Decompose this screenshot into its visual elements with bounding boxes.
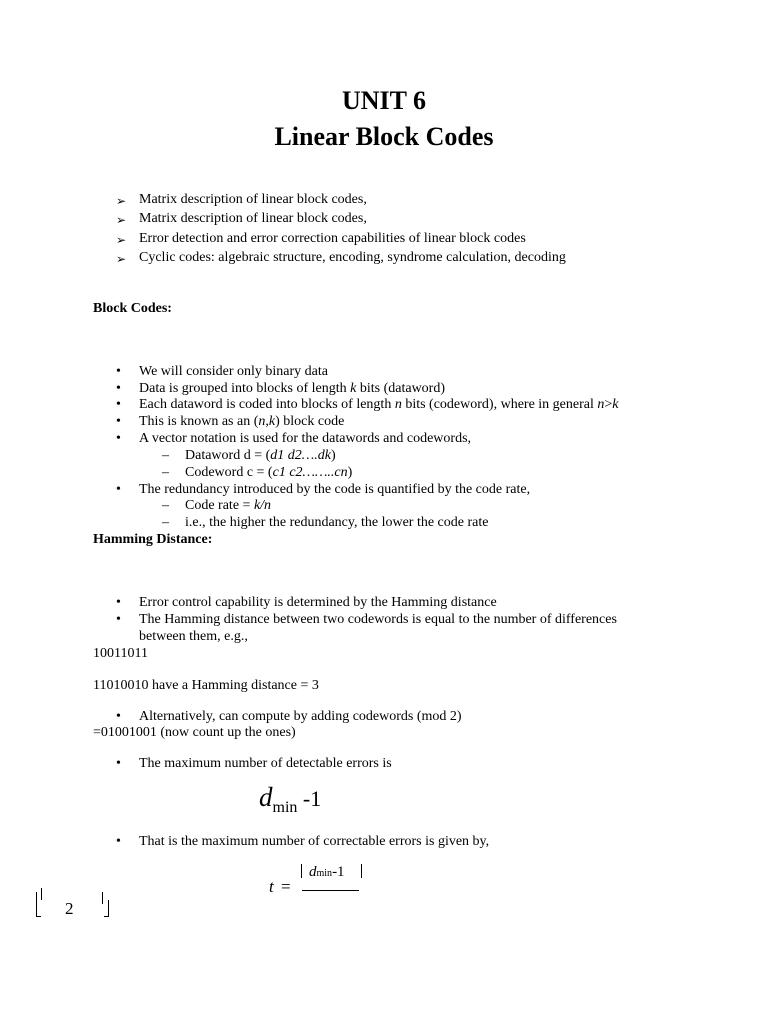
list-item: Each dataword is coded into blocks of length n bits (codeword), where in general n>k (139, 397, 619, 412)
list-item: That is the maximum number of correctable errors is given by, (139, 834, 490, 849)
mod2-sum-line: =01001001 (now count up the ones) (93, 725, 296, 740)
formula-numerator: dmin-1 (309, 864, 345, 880)
codeword-1: 10011011 (93, 646, 148, 661)
formula-t-var: t (269, 877, 274, 896)
bracket-right-tick (102, 892, 103, 904)
fraction-bar (302, 890, 359, 891)
bullet-icon: • (116, 364, 121, 379)
list-item: A vector notation is used for the datawords and codewords, (139, 431, 472, 446)
dash-bullet-icon: – (162, 498, 169, 513)
bracket-right-decoration (104, 900, 109, 917)
formula-dmin-minus-1: dmin -1 (259, 782, 322, 816)
floor-bracket-right (361, 864, 362, 878)
sub-list-item: Dataword d = (d1 d2….dk) (185, 448, 336, 463)
bullet-icon: • (116, 756, 121, 771)
arrow-bullet-icon: ➢ (116, 194, 127, 208)
list-item: The maximum number of detectable errors is (139, 756, 392, 771)
topic-text: Cyclic codes: algebraic structure, encoding, syndrome calculation, decoding (139, 250, 566, 265)
list-item: Error control capability is determined by the Hamming distance (139, 595, 497, 610)
bracket-left-tick (41, 888, 42, 900)
bullet-icon: • (116, 414, 121, 429)
page-number: 2 (65, 899, 74, 918)
bullet-icon: • (116, 595, 121, 610)
topic-text: Matrix description of linear block codes, (139, 192, 367, 207)
bullet-icon: • (116, 397, 121, 412)
sub-list-item: i.e., the higher the redundancy, the lower the code rate (185, 515, 489, 530)
topic-text: Matrix description of linear block codes, (139, 211, 367, 226)
block-codes-heading: Block Codes: (93, 301, 172, 316)
bullet-icon: • (116, 431, 121, 446)
unit-title: UNIT 6 (341, 86, 427, 115)
topic-text: Error detection and error correction capabilities of linear block codes (139, 231, 526, 246)
bullet-icon: • (116, 834, 121, 849)
floor-bracket-left (301, 864, 302, 878)
list-item-continued: between them, e.g., (139, 629, 248, 644)
list-item: The redundancy introduced by the code is quantified by the code rate, (139, 482, 531, 497)
bullet-icon: • (116, 612, 121, 627)
dash-bullet-icon: – (162, 465, 169, 480)
codeword-2-line: 11010010 have a Hamming distance = 3 (93, 678, 319, 693)
hamming-distance-heading: Hamming Distance: (93, 532, 213, 547)
list-item: This is known as an (n,k) block code (139, 414, 345, 429)
formula-equals: = (281, 877, 291, 896)
arrow-bullet-icon: ➢ (116, 252, 127, 266)
list-item: Data is grouped into blocks of length k bits (dataword) (139, 381, 446, 396)
dash-bullet-icon: – (162, 515, 169, 530)
list-item: The Hamming distance between two codewords is equal to the number of differences (139, 612, 617, 627)
dash-bullet-icon: – (162, 448, 169, 463)
sub-list-item: Code rate = k/n (185, 498, 272, 513)
sub-list-item: Codeword c = (c1 c2……..cn) (185, 465, 353, 480)
bullet-icon: • (116, 381, 121, 396)
list-item: Alternatively, can compute by adding codewords (mod 2) (139, 709, 462, 724)
bullet-icon: • (116, 709, 121, 724)
arrow-bullet-icon: ➢ (116, 213, 127, 227)
bullet-icon: • (116, 482, 121, 497)
arrow-bullet-icon: ➢ (116, 233, 127, 247)
page-title: Linear Block Codes (274, 122, 494, 151)
list-item: We will consider only binary data (139, 364, 328, 379)
